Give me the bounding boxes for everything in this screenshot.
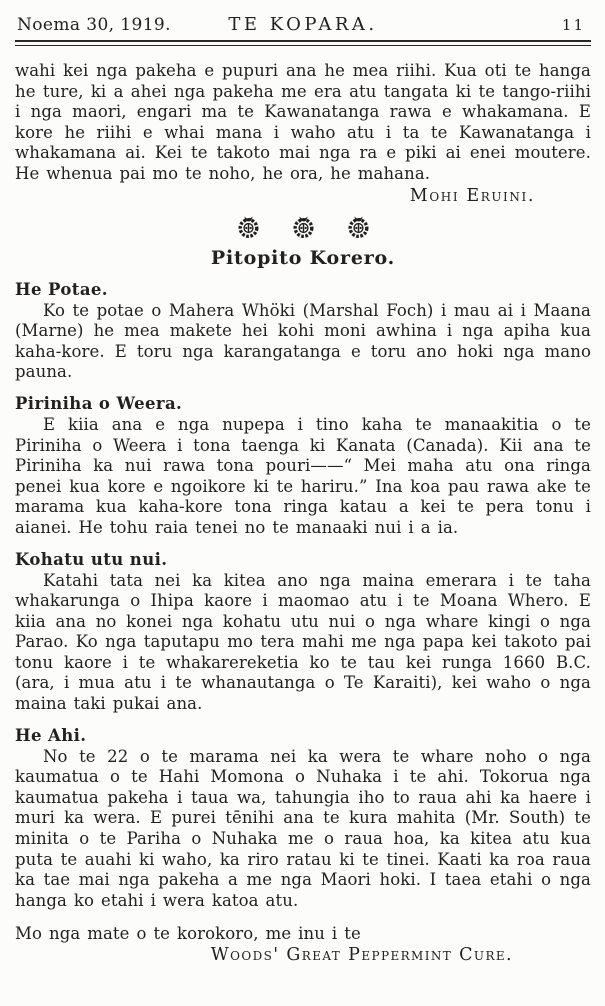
news-item-heading: Piriniha o Weera. bbox=[15, 393, 183, 413]
advert-footer bbox=[15, 924, 591, 965]
page-number: 11 bbox=[561, 16, 585, 34]
advert-lead-line: Mo nga mate o te korokoro, me inu i te bbox=[15, 924, 361, 944]
news-item-body: No te 22 o te marama nei ka wera te whare noho o nga kaumatua o te Hahi Momona o Nuhaka i te ahi. Tokorua nga kaumatua pakeha i taua wa, tahungia iho to raua ahi ka haere i muri ka wera. E purei tēnihi ana te kura mahita (Mr. South) te minita o te Pariha o Nuhaka me o raua hoa, ka kitea atu kua puta te auahi ki waho, ka riro ratau ki te tinei. Kaati ka roa raua ka tae mai nga pakeha a me nga Maori hoki. I taea etahi o nga hanga ko etahi i wera katoa atu. bbox=[15, 746, 591, 910]
news-item-body: Katahi tata nei ka kitea ano nga maina emerara i te taha whakarunga o Ihipa kaore i maomao atu i te Moana Whero. E kiia ana no konei nga kohatu utu nui o nga whare kingi o nga Parao. Ko nga taputapu mo tera mahi me nga papa kei takoto pai tonu kaore i te whakarereketia ko te tau kei runga 1660 B.C. (ara, i mua atu i te whanautanga o Te Karaiti), kei waho o nga maina taki pukai ana. bbox=[15, 570, 591, 714]
news-item bbox=[15, 726, 591, 912]
rosette-ornament-icon bbox=[236, 215, 261, 239]
news-item-heading: He Potae. bbox=[15, 279, 108, 299]
news-item-heading: He Ahi. bbox=[15, 725, 87, 745]
rosette-ornament-icon bbox=[291, 215, 316, 239]
news-item-heading: Kohatu utu nui. bbox=[15, 549, 168, 569]
advert-product-name: Woods' Great Peppermint Cure. bbox=[210, 945, 513, 965]
news-item-body: E kiia ana e nga nupepa i tino kaha te manaakitia o te Piriniha o Weera i tona taenga ki Kanata (Canada). Kii ana te Piriniha ka nui rawa tona pouri——“ Mei maha atu ona ringa penei kua kore e ngoikore ki te hariru.” Ina koa pau rawa ake te marama kua kaha-kore tona ringa katau a kei te pera tonu i aianei. He tohu raia tenei no te manaaki nui i a ia. bbox=[15, 414, 591, 537]
news-item-body: Ko te potae o Mahera Whöki (Marshal Foch) i mau ai i Maana (Marne) he mea makete hei kohi moni awhina i nga apiha kua kaha-kore. E toru nga karangatanga e toru ano hoki nga mano pauna. bbox=[15, 300, 591, 382]
masthead bbox=[15, 8, 591, 40]
newspaper-title: TE KOPARA. bbox=[228, 14, 378, 35]
article-continuation-paragraph: wahi kei nga pakeha e pupuri ana he mea riihi. Kua oti te hanga he ture, ki a ahei nga pakeha me era atu tangata ki te tango-riihi i nga maori, engari ma te Kawanatanga rawa e whakamana. E kore he riihi e whai mana i waho atu i ta te Kawanatanga i whakamana ai. Kei te takoto mai nga ra e piki ai enei moutere. He whenua pai mo te noho, he ora, he mahana. bbox=[15, 61, 591, 183]
section-title: Pitopito Korero. bbox=[210, 246, 396, 269]
issue-date: Noema 30, 1919. bbox=[17, 15, 171, 35]
rosette-ornament-icon bbox=[346, 215, 371, 239]
news-item bbox=[15, 550, 591, 715]
news-item bbox=[15, 280, 591, 383]
ornament-row bbox=[15, 215, 591, 239]
news-item bbox=[15, 394, 591, 539]
masthead-rule bbox=[15, 40, 591, 46]
article-signature: Mohi Eruini. bbox=[409, 185, 535, 206]
